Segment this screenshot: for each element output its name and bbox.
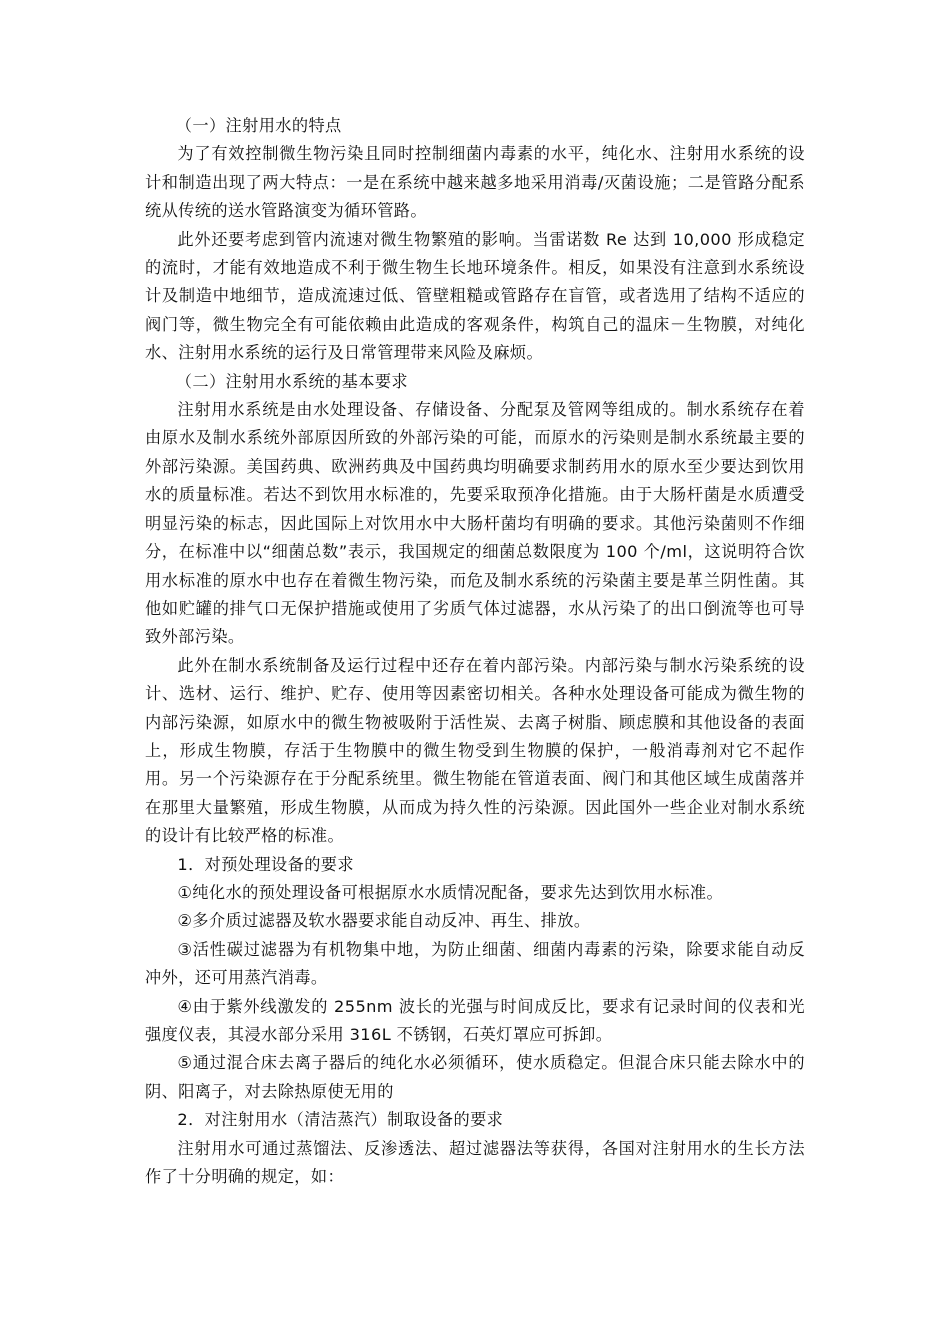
paragraph-3: 注射用水系统是由水处理设备、存储设备、分配泵及管网等组成的。制水系统存在着由原水及制水系统外部原因所致的外部污染的可能，而原水的污染则是制水系统最主要的外部污染源。美国药典、欧洲药典及中国药典均明确要求制药用水的原水至少要达到饮用水的质量标准。若达不到饮用水标准的，先要采取预净化措施。由于大肠杆菌是水质遭受明显污染的标志，因此国际上对饮用水中大肠杆菌均有明确的要求。其他污染菌则不作细分，在标准中以“细菌总数”表示，我国规定的细菌总数限度为 100 个/ml，这说明符合饮用水标准的原水中也存在着微生物污染，而危及制水系统的污染菌主要是革兰阴性菌。其他如贮罐的排气口无保护措施或使用了劣质气体过滤器，水从污染了的出口倒流等也可导致外部污染。: [145, 400, 805, 647]
list-item-5: ⑤通过混合床去离子器后的纯化水必须循环，使水质稳定。但混合床只能去除水中的阴、阳离子，对去除热原使无用的: [145, 1053, 805, 1101]
paragraph-2: 此外还要考虑到管内流速对微生物繁殖的影响。当雷诺数 Re 达到 10,000 形成稳定的流时，才能有效地造成不利于微生物生长地环境条件。相反，如果没有注意到水系统设计及制造中地细节，造成流速过低、管壁粗糙或管路存在盲管，或者选用了结构不适应的阀门等，微生物完全有可能依赖由此造成的客观条件，构筑自己的温床－生物膜，对纯化水、注射用水系统的运行及日常管理带来风险及麻烦。: [145, 229, 805, 363]
list-item-1: ①纯化水的预处理设备可根据原水水质情况配备，要求先达到饮用水标准。: [177, 882, 724, 902]
list-item-4: ④由于紫外线激发的 255nm 波长的光强与时间成反比，要求有记录时间的仪表和光强度仪表，其浸水部分采用 316L 不锈钢，石英灯罩应可拆卸。: [145, 996, 805, 1044]
subsection-heading-2: 2．对注射用水（清洁蒸汽）制取设备的要求: [177, 1110, 504, 1130]
paragraph-5: 注射用水可通过蒸馏法、反渗透法、超过滤器法等获得，各国对注射用水的生长方法作了十分明确的规定，如：: [145, 1138, 805, 1187]
section-heading-1: （一）注射用水的特点: [175, 116, 342, 135]
paragraph-4: 此外在制水系统制备及运行过程中还存在着内部污染。内部污染与制水污染系统的设计、选材、运行、维护、贮存、使用等因素密切相关。各种水处理设备可能成为微生物的内部污染源，如原水中的微生物被吸附于活性炭、去离子树脂、顾虑膜和其他设备的表面上，形成生物膜，存活于生物膜中的微生物受到生物膜的保护，一般消毒剂对它不起作用。另一个污染源存在于分配系统里。微生物能在管道表面、阀门和其他区域生成菌落并在那里大量繁殖，形成生物膜，从而成为持久性的污染源。因此国外一些企业对制水系统的设计有比较严格的标准。: [145, 655, 805, 846]
paragraph-1: 为了有效控制微生物污染且同时控制细菌内毒素的水平，纯化水、注射用水系统的设计和制造出现了两大特点：一是在系统中越来越多地采用消毒/灭菌设施；二是管路分配系统从传统的送水管路演变为循环管路。: [145, 144, 805, 221]
section-heading-2: （二）注射用水系统的基本要求: [175, 371, 408, 391]
list-item-3: ③活性碳过滤器为有机物集中地，为防止细菌、细菌内毒素的污染，除要求能自动反冲外，还可用蒸汽消毒。: [145, 939, 805, 988]
subsection-heading-1: 1．对预处理设备的要求: [177, 854, 354, 874]
list-item-2: ②多介质过滤器及软水器要求能自动反冲、再生、排放。: [177, 911, 591, 931]
document-page: [145, 112, 805, 1191]
